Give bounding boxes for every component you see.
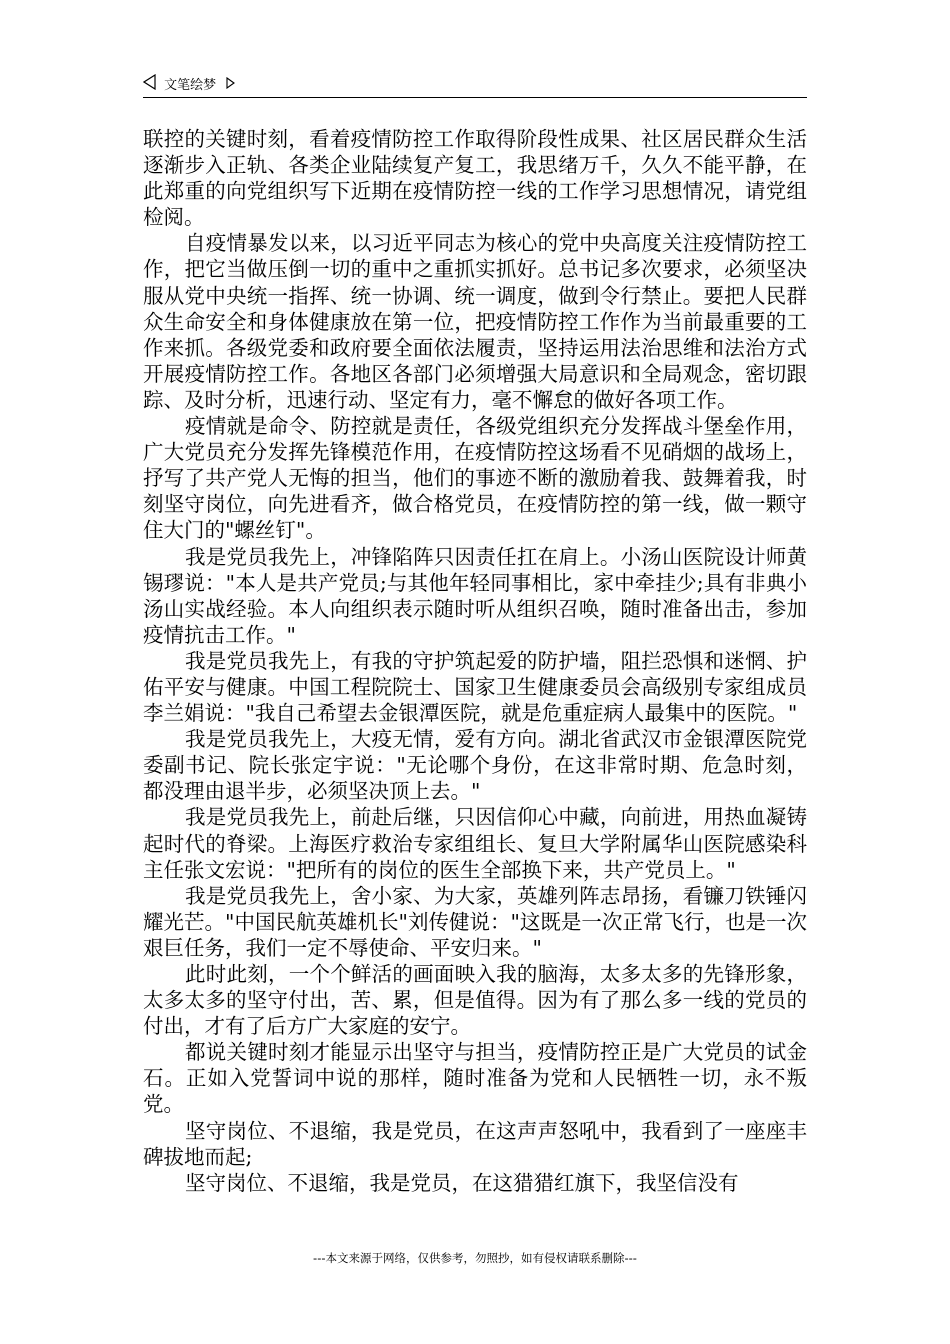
triangle-right-outline-icon <box>226 75 235 97</box>
paragraph: 坚守岗位、不退缩，我是党员，在这猎猎红旗下，我坚信没有 <box>185 1170 739 1195</box>
paragraph: 此时此刻，一个个鲜活的画面映入我的脑海，太多太多的先锋形象，太多太多的坚守付出，苦、累，但是值得。因为有了那么多一线的党员的付出，才有了后方广大家庭的安宁。 <box>143 962 807 1039</box>
brand-name: 文笔绘梦 <box>164 78 217 93</box>
paragraph: 疫情就是命令、防控就是责任，各级党组织充分发挥战斗堡垒作用，广大党员充分发挥先锋模范作用，在疫情防控这场看不见硝烟的战场上，抒写了共产党人无悔的担当，他们的事迹不断的激励着我、鼓舞着我，时刻坚守岗位，向先进看齐，做合格党员，在疫情防控的第一线，做一颗守住大门的"螺丝钉"。 <box>143 414 807 543</box>
paragraph: 我是党员我先上，舍小家、为大家，英雄列阵志昂扬，看镰刀铁锤闪耀光芒。"中国民航英雄机长"刘传健说："这既是一次正常飞行，也是一次艰巨任务，我们一定不辱使命、平安归来。" <box>143 883 807 960</box>
paragraph: 联控的关键时刻，看着疫情防控工作取得阶段性成果、社区居民群众生活逐渐步入正轨、各类企业陆续复产复工，我思绪万千，久久不能平静，在此郑重的向党组织写下近期在疫情防控一线的工作学习思想情况，请党组检阅。 <box>143 127 807 230</box>
footer-disclaimer: ---本文来源于网络，仅供参考，勿照抄，如有侵权请联系删除--- <box>313 1251 637 1265</box>
page-header <box>143 74 807 96</box>
paragraph: 自疫情暴发以来，以习近平同志为核心的党中央高度关注疫情防控工作，把它当做压倒一切的重中之重抓实抓好。总书记多次要求，必须坚决服从党中央统一指挥、统一协调、统一调度，做到令行禁止。要把人民群众生命安全和身体健康放在第一位，把疫情防控工作作为当前最重要的工作来抓。各级党委和政府要全面依法履责，坚持运用法治思维和法治方式开展疫情防控工作。各地区各部门必须增强大局意识和全局观念，密切跟踪、及时分析，迅速行动、坚定有力，毫不懈怠的做好各项工作。 <box>143 231 807 412</box>
document-body <box>143 126 807 1196</box>
paragraph: 我是党员我先上，前赴后继，只因信仰心中藏，向前进，用热血凝铸起时代的脊梁。上海医疗救治专家组组长、复旦大学附属华山医院感染科主任张文宏说："把所有的岗位的医生全部换下来，共产党员上。" <box>143 805 807 882</box>
paragraph: 我是党员我先上，有我的守护筑起爱的防护墙，阻拦恐惧和迷惘、护佑平安与健康。中国工程院院士、国家卫生健康委员会高级别专家组成员李兰娟说："我自己希望去金银潭医院，就是危重症病人最集中的医院。" <box>143 648 807 726</box>
triangle-left-outline-icon <box>143 74 156 98</box>
paragraph: 都说关键时刻才能显示出坚守与担当，疫情防控正是广大党员的试金石。正如入党誓词中说的那样，随时准备为党和人民牺牲一切，永不叛党。 <box>143 1040 807 1117</box>
paragraph: 坚守岗位、不退缩，我是党员，在这声声怒吼中，我看到了一座座丰碑拔地而起; <box>143 1118 807 1169</box>
header-divider <box>143 97 807 98</box>
paragraph: 我是党员我先上，大疫无情，爱有方向。湖北省武汉市金银潭医院党委副书记、院长张定宇说："无论哪个身份，在这非常时期、危急时刻，都没理由退半步，必须坚决顶上去。" <box>143 727 807 804</box>
paragraph: 我是党员我先上，冲锋陷阵只因责任扛在肩上。小汤山医院设计师黄锡璆说："本人是共产党员;与其他年轻同事相比，家中牵挂少;具有非典小汤山实战经验。本人向组织表示随时听从组织召唤，随时准备出击，参加疫情抗击工作。" <box>143 544 807 647</box>
